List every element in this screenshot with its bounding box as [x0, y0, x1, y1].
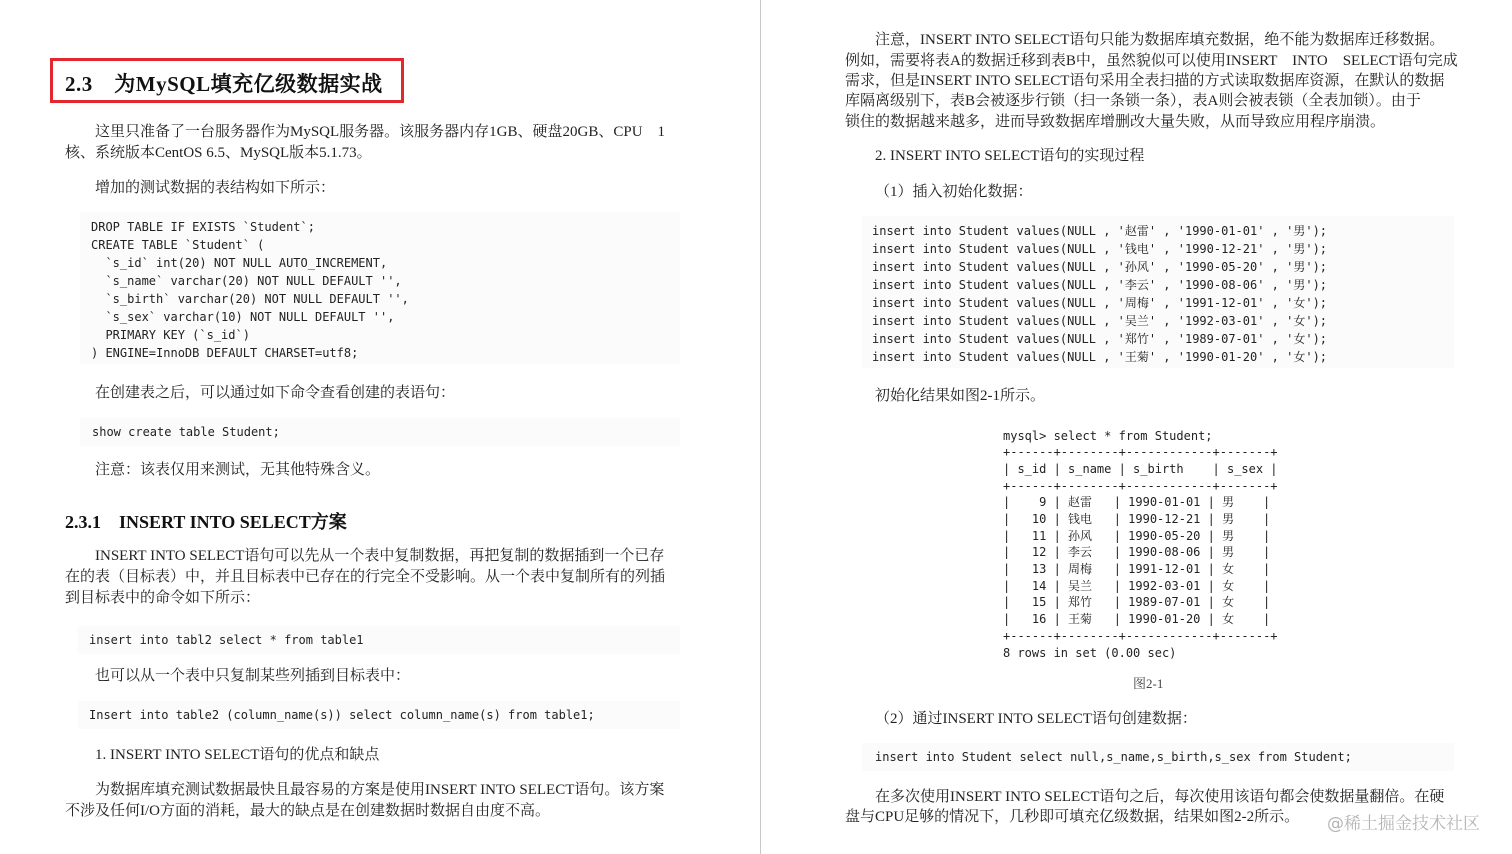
heading-process: 2. INSERT INTO SELECT语句的实现过程 [875, 148, 1145, 164]
code-line: insert into Student values(NULL , '孙风' , '1990-05-20' , '男'); [872, 260, 1328, 274]
result-border: +------+--------+------------+-------+ [1003, 629, 1278, 643]
section-title: 2.3 为MySQL填充亿级数据实战 [65, 72, 383, 96]
code-line: DROP TABLE IF EXISTS `Student`; [91, 220, 315, 234]
step-2-label: （2）通过INSERT INTO SELECT语句创建数据： [875, 711, 1197, 727]
watermark: @稀土掘金技术社区 [1327, 814, 1480, 834]
page-divider [760, 0, 761, 854]
paragraph-caution-line-3: 需求，但是INSERT INTO SELECT语句采用全表扫描的方式读取数据库资源，在默认的数据 [845, 73, 1445, 89]
code-line: `s_sex` varchar(10) NOT NULL DEFAULT '', [91, 310, 395, 324]
code-line: insert into Student values(NULL , '王菊' , '1990-01-20' , '女'); [872, 350, 1328, 364]
paragraph-structure-intro: 增加的测试数据的表结构如下所示： [95, 180, 336, 196]
paragraph-pros-line-2: 不涉及任何I/O方面的消耗，最大的缺点是在创建数据时数据自由度不高。 [65, 803, 550, 819]
code-line: `s_birth` varchar(20) NOT NULL DEFAULT '', [91, 292, 409, 306]
paragraph-server-line-1: 这里只准备了一台服务器作为MySQL服务器。该服务器内存1GB、硬盘20GB、CPU 1 [95, 124, 666, 140]
result-row: | 16 | 王菊 | 1990-01-20 | 女 | [1003, 612, 1271, 626]
result-summary: 8 rows in set (0.00 sec) [1003, 646, 1177, 660]
result-row: | 9 | 赵雷 | 1990-01-01 | 男 | [1003, 495, 1271, 509]
code-line: insert into Student values(NULL , '钱电' , '1990-12-21' , '男'); [872, 242, 1328, 256]
code-line: `s_id` int(20) NOT NULL AUTO_INCREMENT, [91, 256, 388, 270]
paragraph-caution-line-2: 例如，需要将表A的数据迁移到表B中，虽然貌似可以使用INSERT INTO SELECT语句完成 [845, 53, 1458, 69]
paragraph-pros-line-1: 为数据库填充测试数据最快且最容易的方案是使用INSERT INTO SELECT语句。该方案 [95, 782, 665, 798]
code-line: insert into tabl2 select * from table1 [89, 633, 364, 647]
figure-caption: 图2-1 [1133, 676, 1164, 691]
heading-pros-cons: 1. INSERT INTO SELECT语句的优点和缺点 [95, 747, 380, 763]
result-row: | 12 | 李云 | 1990-08-06 | 男 | [1003, 545, 1271, 559]
result-row: | 15 | 郑竹 | 1989-07-01 | 女 | [1003, 595, 1271, 609]
code-block-copy-columns [78, 701, 680, 729]
step-1-label: （1）插入初始化数据： [875, 184, 1033, 200]
paragraph-show-intro: 在创建表之后，可以通过如下命令查看创建的表语句： [95, 385, 456, 401]
code-block-copy-all [78, 626, 680, 654]
result-row: | 14 | 吴兰 | 1992-03-01 | 女 | [1003, 579, 1271, 593]
code-line: insert into Student values(NULL , '赵雷' , '1990-01-01' , '男'); [872, 224, 1328, 238]
result-header: | s_id | s_name | s_birth | s_sex | [1003, 462, 1278, 476]
code-block-show-create [80, 418, 680, 446]
code-line: insert into Student select null,s_name,s_birth,s_sex from Student; [875, 750, 1352, 764]
subsection-title: 2.3.1 INSERT INTO SELECT方案 [65, 512, 347, 532]
code-line: ) ENGINE=InnoDB DEFAULT CHARSET=utf8; [91, 346, 359, 360]
code-line: show create table Student; [92, 425, 280, 439]
paragraph-iis-line-3: 到目标表中的命令如下所示： [65, 590, 261, 606]
paragraph-caution-line-5: 锁住的数据越来越多，进而导致数据库增删改大量失败，从而导致应用程序崩溃。 [845, 114, 1386, 130]
result-row: | 10 | 钱电 | 1990-12-21 | 男 | [1003, 512, 1271, 526]
code-line: PRIMARY KEY (`s_id`) [91, 328, 250, 342]
result-line: mysql> select * from Student; [1003, 429, 1213, 443]
code-line: insert into Student values(NULL , '吴兰' , '1992-03-01' , '女'); [872, 314, 1328, 328]
query-result-figure [1003, 428, 1303, 664]
code-line: `s_name` varchar(20) NOT NULL DEFAULT '', [91, 274, 402, 288]
code-line: insert into Student values(NULL , '郑竹' , '1989-07-01' , '女'); [872, 332, 1328, 346]
paragraph-final-line-1: 在多次使用INSERT INTO SELECT语句之后，每次使用该语句都会使数据量翻倍。在硬 [875, 789, 1445, 805]
result-row: | 13 | 周梅 | 1991-12-01 | 女 | [1003, 562, 1271, 576]
code-line: insert into Student values(NULL , '周梅' , '1991-12-01' , '女'); [872, 296, 1328, 310]
result-border: +------+--------+------------+-------+ [1003, 479, 1278, 493]
paragraph-some-columns: 也可以从一个表中只复制某些列插到目标表中： [95, 668, 411, 684]
code-block-insert-select [862, 743, 1454, 771]
paragraph-final-line-2: 盘与CPU足够的情况下，几秒即可填充亿级数据，结果如图2-2所示。 [845, 809, 1300, 825]
result-row: | 11 | 孙风 | 1990-05-20 | 男 | [1003, 529, 1271, 543]
paragraph-iis-line-1: INSERT INTO SELECT语句可以先从一个表中复制数据，再把复制的数据插到一个已存 [95, 548, 665, 564]
code-block-inserts [862, 216, 1454, 368]
code-line: Insert into table2 (column_name(s)) select column_name(s) from table1; [89, 708, 595, 722]
paragraph-caution-line-1: 注意，INSERT INTO SELECT语句只能为数据库填充数据，绝不能为数据库迁移数据。 [875, 32, 1445, 48]
code-block-create-table [80, 212, 680, 364]
code-line: CREATE TABLE `Student` ( [91, 238, 265, 252]
paragraph-note: 注意：该表仅用来测试，无其他特殊含义。 [95, 462, 381, 478]
paragraph-iis-line-2: 在的表（目标表）中，并且目标表中已存在的行完全不受影响。从一个表中复制所有的列插 [65, 569, 666, 585]
paragraph-caution-line-4: 库隔离级别下，表B会被逐步行锁（扫一条锁一条），表A则会被表锁（全表加锁）。由于 [845, 93, 1421, 109]
code-line: insert into Student values(NULL , '李云' , '1990-08-06' , '男'); [872, 278, 1328, 292]
paragraph-server-line-2: 核、系统版本CentOS 6.5、MySQL版本5.1.73。 [65, 145, 372, 161]
paragraph-init-result: 初始化结果如图2-1所示。 [875, 388, 1045, 404]
result-border: +------+--------+------------+-------+ [1003, 445, 1278, 459]
